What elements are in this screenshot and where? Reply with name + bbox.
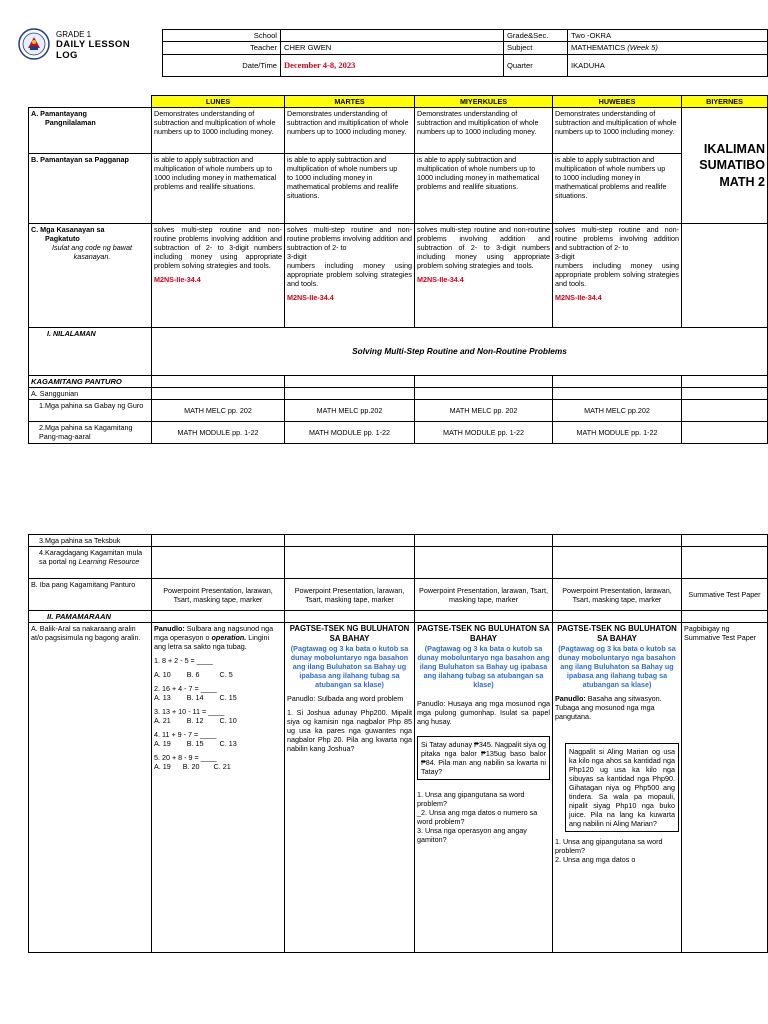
lesson-plan-table-2 [28, 534, 768, 953]
text-emphasis: operation. [211, 633, 247, 643]
cell-competency-fri [682, 224, 768, 328]
empty-cell [285, 547, 415, 579]
competency-code: M2NS-IIe-34.4 [555, 293, 602, 302]
label-line: Pagkatuto [45, 234, 80, 243]
question-2: 2. 16 + 4 - 7 = ____ [154, 684, 217, 694]
question-2-options: A. 13 B. 14 C. 15 [154, 693, 237, 703]
empty-cell [152, 376, 285, 388]
empty-cell [152, 535, 285, 547]
question-3: 3. 13 + 10 - 11 = ____ [154, 707, 225, 717]
header-info-table [162, 29, 768, 77]
cell-content-standard-mon: Demonstrates understanding of subtraction and multiplication of whole numbers up to 1000 including money. [152, 108, 285, 154]
quarter-label: Quarter [504, 54, 568, 76]
section-kagamitang-panturo: KAGAMITANG PANTURO [29, 376, 152, 388]
cell-review-thu [553, 623, 682, 953]
empty-cell [682, 388, 768, 400]
wed-word-problem-box: Si Tatay adunay ₱345. Nagpalit siya og pitaka nga balor ₱135ug baso balor ₱84. Pila man ang nabilin sa kwarta ni Tatay? [417, 736, 550, 780]
school-value [281, 30, 504, 42]
nilalaman-topic: Solving Multi-Step Routine and Non-Routine Problems [152, 328, 768, 376]
subject-week: (Week 5) [627, 43, 658, 53]
empty-cell [285, 611, 415, 623]
cell-competency-mon [152, 224, 285, 328]
deped-seal-logo [18, 28, 50, 60]
row-label-pamantayan-pagganap: B. Pamantayan sa Pagganap [29, 154, 152, 224]
cell-review-tue [285, 623, 415, 953]
dll-title-line2: LOG [56, 50, 78, 61]
cell-review-mon [152, 623, 285, 953]
empty-cell [682, 611, 768, 623]
empty-cell [152, 388, 285, 400]
text: Lingini ang letra sa sakto nga tubag. [154, 633, 270, 652]
empty-cell [682, 400, 768, 422]
label-note: Isulat ang code ng bawat kasanayan. [52, 243, 132, 261]
teacher-value: CHER GWEN [281, 42, 504, 54]
label-text: 4.Karagdagang Kagamitan mula sa portal ng [39, 548, 143, 566]
row-label-iba-pang-kagamitan: B. Iba pang Kagamitang Panturo [29, 579, 152, 611]
tue-instruction: Panudlo: Sulbada ang word problem [287, 693, 404, 703]
wed-question-1: 1. Unsa ang gipangutana sa word problem? [417, 789, 525, 808]
cell-materials-thu: Powerpoint Presentation, larawan, Tsart, masking tape, marker [553, 579, 682, 611]
cell-content-standard-thu: Demonstrates understanding of subtraction and multiplication of whole numbers up to 1000 including money. [553, 108, 682, 154]
question-5-options: A. 19 B. 20 C. 21 [154, 762, 231, 772]
empty-cell [415, 535, 553, 547]
text: is able to apply subtraction and multiplication of whole numbers up [287, 155, 398, 173]
text: is able to apply subtraction and multiplication of whole numbers up [555, 155, 666, 173]
thu-word-problem-box: Nagpalit si Aling Marian og usa ka kilo nga ahos sa kantidad nga Php120 ug usa ka kilo nga sibuyas sa kantidad nga Php90. Gihatagan niya og Php500 ang tindera. Sa wala pa mopauli, nipalit siyag Php10 nga buko juice. Pila na lang ka kuwarta ang nabilin ni Aling Marian? [565, 743, 679, 832]
text: numbers including money using appropriate problem solving strategies and tools. [555, 261, 679, 288]
empty-cell [682, 547, 768, 579]
row-label-kagamitang-mag-aaral: 2.Mga pahina sa Kagamitang Pang-mag-aaral [29, 422, 152, 444]
empty-cell [553, 547, 682, 579]
cell-competency-thu [553, 224, 682, 328]
pagtse-subtitle: (Pagtawag og 3 ka bata o kutob sa dunay moboluntaryo nga basahon ang ilang Buluhaton sa Bahay ug ipabasa ang ilahang tubag sa atubangan sa klase) [558, 643, 676, 689]
day-header-huwebes: HUWEBES [553, 96, 682, 108]
cell-friday-summative [682, 108, 768, 224]
cell-module-wed: MATH MODULE pp. 1-22 [415, 422, 553, 444]
day-header-biyernes: BIYERNES [682, 96, 768, 108]
day-header-martes: MARTES [285, 96, 415, 108]
row-label-kasanayan [29, 224, 152, 328]
cell-gabay-tue: MATH MELC pp.202 [285, 400, 415, 422]
question-3-options: A. 21 B. 12 C. 10 [154, 716, 237, 726]
text: to 1000 including money in mathematical problems and reallife situations. [555, 173, 667, 200]
row-label-gabay-ng-guro: 1.Mga pahina sa Gabay ng Guro [29, 400, 152, 422]
friday-summative-title: IKALIMAN SUMATIBO MATH 2 [699, 142, 765, 189]
empty-cell [682, 422, 768, 444]
pagtse-subtitle: (Pagtawag og 3 ka bata o kutob sa dunay moboluntaryo nga basahon ang ilang Buluhaton sa Bahay ug ipabasa ang ilahang tubag sa atubangan sa klase) [290, 643, 409, 689]
text: 3-digit [287, 252, 307, 261]
empty-cell [285, 535, 415, 547]
label-line: A. Pamantayang [31, 109, 87, 118]
subject-main: MATHEMATICS [571, 43, 628, 53]
cell-performance-mon: is able to apply subtraction and multiplication of whole numbers up to 1000 including money in mathematical problems and reallife situations. [152, 154, 285, 224]
pagtse-title: PAGTSE-TSEK NG BULUHATON SA BAHAY [417, 624, 550, 644]
empty-cell [152, 547, 285, 579]
competency-code: M2NS-IIe-34.4 [154, 275, 201, 284]
empty-cell [553, 388, 682, 400]
section-nilalaman-label: I. NILALAMAN [29, 328, 152, 376]
cell-gabay-thu: MATH MELC pp.202 [553, 400, 682, 422]
empty-cell [285, 388, 415, 400]
cell-content-standard-tue: Demonstrates understanding of subtraction and multiplication of whole numbers up to 1000 including money. [285, 108, 415, 154]
cell-competency-wed [415, 224, 553, 328]
question-5: 5. 20 + 8 - 9 = ____ [154, 753, 217, 763]
pagtse-title: PAGTSE-TSEK NG BULUHATON SA BAHAY [289, 624, 410, 644]
text: solves multi-step routine and non-routine problems involving addition and subtraction of 2- to 3-digit numbers including money using appropriate problem solving strategies and tools. [154, 225, 282, 270]
gradesec-value: Two -OKRA [568, 30, 768, 42]
day-header-lunes: LUNES [152, 96, 285, 108]
cell-competency-tue [285, 224, 415, 328]
subject-value [568, 42, 768, 54]
text: Basaha ang sitwasyon. Tubaga ang mosunod nga mga pangutana. [555, 693, 662, 721]
cell-performance-wed: is able to apply subtraction and multiplication of whole numbers up to 1000 including money in mathematical problems and reallife situations. [415, 154, 553, 224]
quarter-value: IKADUHA [568, 54, 768, 76]
cell-materials-mon: Powerpoint Presentation, larawan, Tsart, masking tape, marker [152, 579, 285, 611]
teacher-label: Teacher [163, 42, 281, 54]
cell-gabay-mon: MATH MELC pp. 202 [152, 400, 285, 422]
empty-cell [415, 547, 553, 579]
empty-cell [415, 388, 553, 400]
label-line: C. Mga Kasanayan sa [31, 225, 105, 234]
text: to 1000 including money in mathematical problems and reallife situations. [287, 173, 399, 200]
pagtse-subtitle: (Pagtawag og 3 ka bata o kutob sa dunay moboluntaryo nga basahon ang ilang Buluhaton sa Bahay ug ipabasa ang ilahang tubag sa atubangan sa klase) [417, 643, 550, 689]
competency-code: M2NS-IIe-34.4 [287, 293, 334, 302]
empty-cell [285, 376, 415, 388]
cell-gabay-wed: MATH MELC pp. 202 [415, 400, 553, 422]
empty-cell [415, 376, 553, 388]
subject-label: Subject [504, 42, 568, 54]
question-4: 4. 11 + 9 - 7 = ____ [154, 730, 217, 740]
competency-code: M2NS-IIe-34.4 [417, 275, 464, 284]
row-label-karagdagang-kagamitan [29, 547, 152, 579]
cell-module-mon: MATH MODULE pp. 1-22 [152, 422, 285, 444]
cell-module-thu: MATH MODULE pp. 1-22 [553, 422, 682, 444]
cell-review-fri: Pagbibigay ng Summative Test Paper [682, 623, 768, 953]
cell-performance-tue [285, 154, 415, 224]
cell-review-wed [415, 623, 553, 953]
panudlo-label: Panudlo: [555, 693, 586, 703]
label-line: Pangnilalaman [45, 118, 96, 127]
cell-module-tue: MATH MODULE pp. 1-22 [285, 422, 415, 444]
text: solves multi-step routine and non-routine problems involving addition and subtraction of 2- to [555, 225, 679, 252]
row-label-pamantayang-pangnilalaman [29, 108, 152, 154]
gradesec-label: Grade&Sec. [504, 30, 568, 42]
day-header-miyerkules: MIYERKULES [415, 96, 553, 108]
cell-materials-wed: Powerpoint Presentation, larawan, Tsart, masking tape, marker [415, 579, 553, 611]
text: Sulbara ang nagsunod nga mga operasyon o [154, 624, 274, 643]
row-label-balik-aral: A. Balik-Aral sa nakaraang aralin at/o pagsisimula ng bagong aralin. [29, 623, 152, 953]
cell-materials-tue: Powerpoint Presentation, larawan, Tsart, masking tape, marker [285, 579, 415, 611]
lesson-plan-table-1 [28, 95, 768, 444]
wed-question-3: 3. Unsa nga operasyon ang angay gamiton? [417, 825, 527, 844]
mon-instruction [154, 624, 282, 651]
grade-label: GRADE 1 [56, 30, 92, 39]
cell-content-standard-wed: Demonstrates understanding of subtraction and multiplication of whole numbers up to 1000 including money. [415, 108, 553, 154]
text: numbers including money using appropriate problem solving strategies and tools. [287, 261, 412, 288]
question-4-options: A. 19 B. 15 C. 13 [154, 739, 237, 749]
label-italic: Learning Resource [78, 557, 140, 566]
pagtse-title: PAGTSE-TSEK NG BULUHATON SA BAHAY [557, 624, 677, 644]
question-1: 1. 8 + 2 - 5 = ____ [154, 656, 213, 666]
thu-instruction [555, 694, 679, 721]
section-pamamaraan: II. PAMAMARAAN [29, 611, 152, 623]
question-1-options: A. 10 B. 6 C. 5 [154, 670, 233, 680]
cell-performance-thu [553, 154, 682, 224]
thu-question-1: 1. Unsa ang gipangutana sa word problem? [555, 836, 663, 855]
tue-word-problem: 1. Si Joshua adunay Php200. Mipalit siya og kamisin nga nagbalor Php 85 ug usa ka pares nga guwantes nga nagbalor Php 20. Pila ang kwarta nga nabilin kang Joshua? [287, 707, 412, 753]
cell-materials-fri: Summative Test Paper [682, 579, 768, 611]
thu-question-2: 2. Unsa ang mga datos o [555, 854, 636, 864]
school-label: School [163, 30, 281, 42]
text: 3-digit [555, 252, 575, 261]
dll-title-line1: DAILY LESSON [56, 39, 130, 50]
datetime-label: Date/Time [163, 54, 281, 76]
wed-question-2: _2. Unsa ang mga datos o numero sa word problem? [417, 807, 538, 826]
empty-cell [553, 611, 682, 623]
datetime-value: December 4-8, 2023 [281, 54, 504, 76]
empty-cell [415, 611, 553, 623]
empty-cell [553, 376, 682, 388]
text: solves multi-step routine and non-routine problems involving addition and subtraction of 2- to [287, 225, 412, 252]
empty-cell [682, 376, 768, 388]
empty-cell [152, 611, 285, 623]
text: solves multi-step routine and non-routine problems involving addition and subtraction of 2- to 3-digit numbers including money using appropriate problem solving strategies and tools. [417, 225, 550, 270]
row-label-teksbuk: 3.Mga pahina sa Teksbuk [29, 535, 152, 547]
row-label-sanggunian: A. Sanggunian [29, 388, 152, 400]
empty-cell [682, 535, 768, 547]
wed-instruction: Panudlo: Husaya ang mga mosunod nga mga pulong gumonhap. Isulat sa papel ang husay. [417, 698, 550, 726]
empty-cell [553, 535, 682, 547]
grade-title-block [56, 30, 130, 61]
panudlo-label: Panudlo: [154, 624, 185, 634]
